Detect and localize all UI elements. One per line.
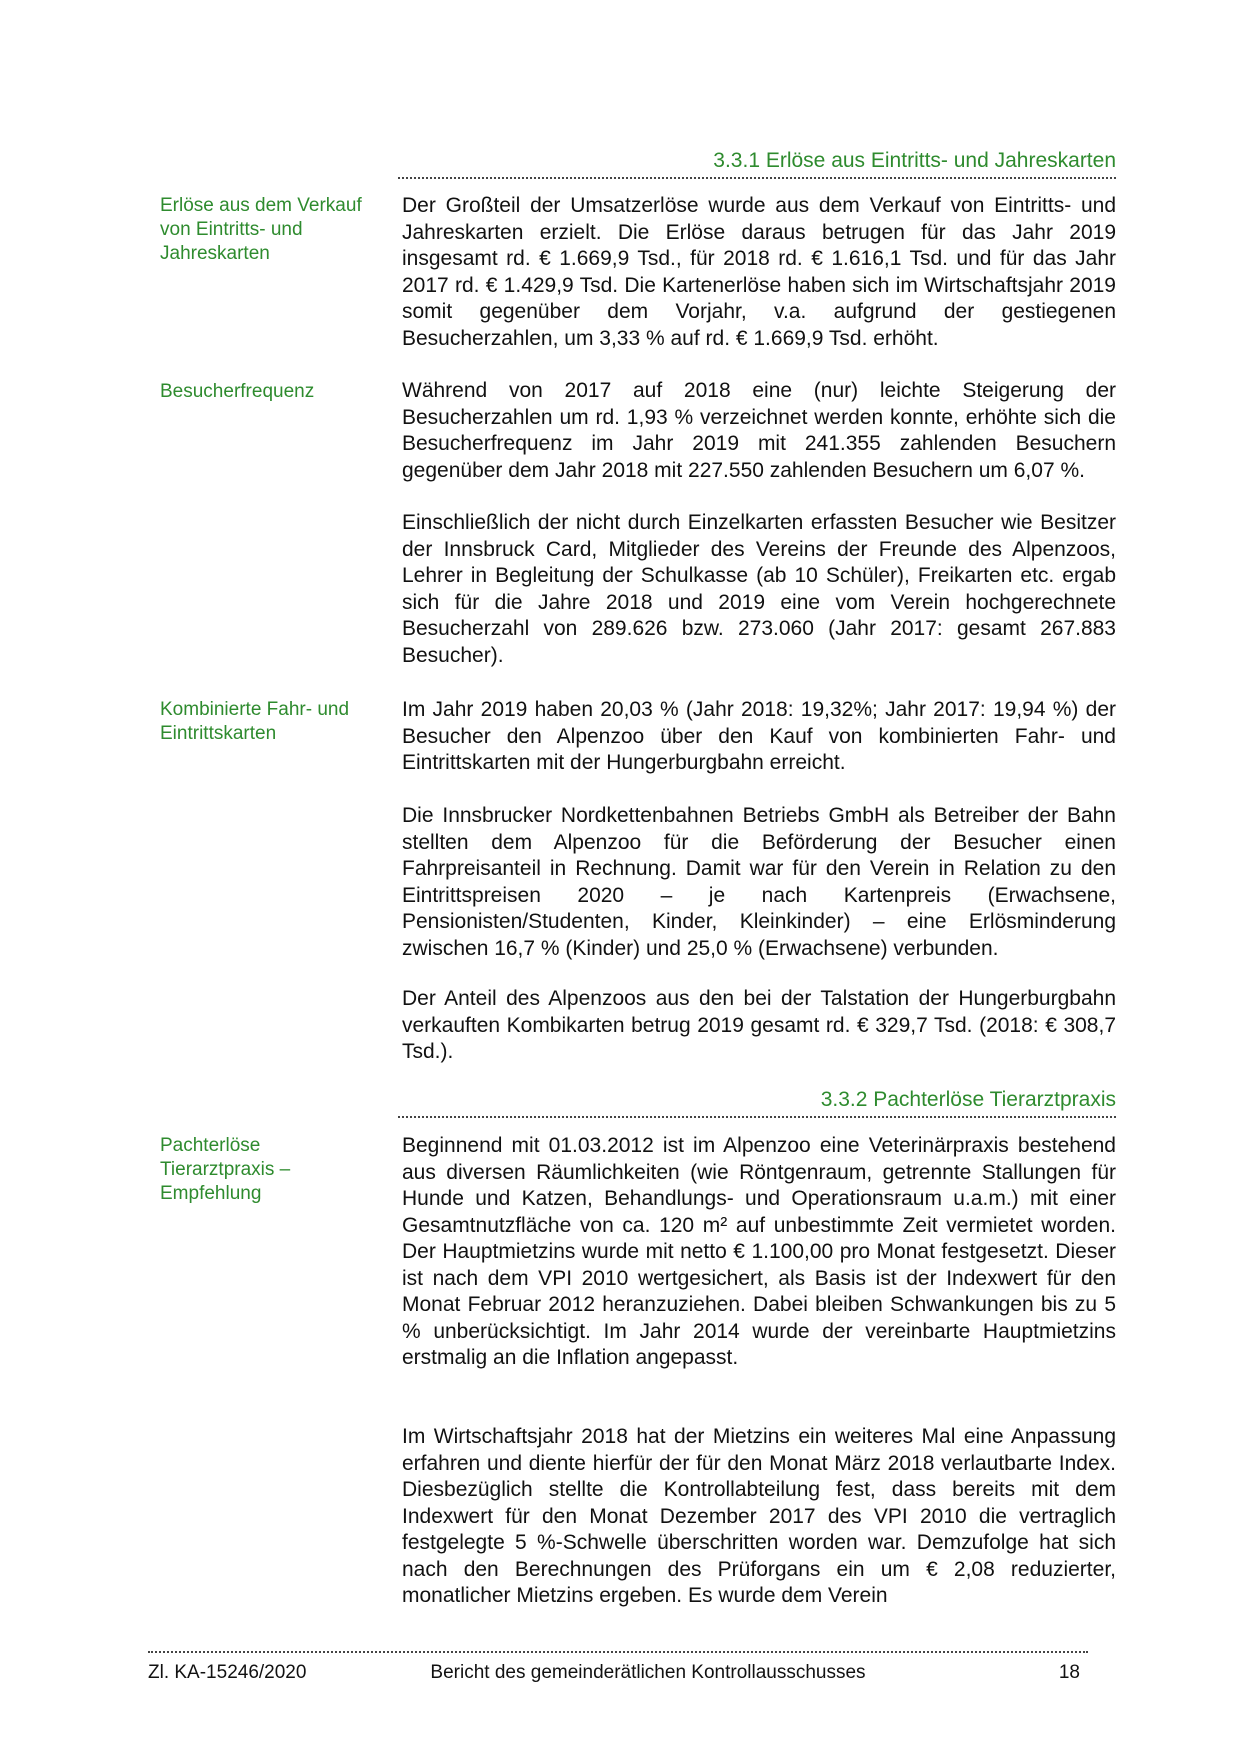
paragraph-combi-share: Der Anteil des Alpenzoos aus den bei der Talstation der Hungerburgbahn verkauften Kombikarten betrug 2019 gesamt rd. € 329,7 Tsd. (2018: € 308,7 Tsd.). bbox=[402, 987, 1116, 1063]
section-heading-3-3-2: 3.3.2 Pachterlöse Tierarztpraxis bbox=[820, 1088, 1116, 1111]
paragraph-rent-adjustment: Im Wirtschaftsjahr 2018 hat der Mietzins ein weiteres Mal eine Anpassung erfahren und diente hierfür der für den Monat März 2018 verlautbarte Index. Diesbezüglich stellte die Kontrollabteilung fest, dass bereits mit dem Indexwert für den Monat Dezember 2017 des VPI 2010 die vertraglich festgelegte 5 %-Schwelle überschritten worden war. Demzufolge hat sich nach den Berechnungen des Prüforgans ein um € 2,08 reduzierter, monatlicher Mietzins ergeben. Es wurde dem Verein bbox=[402, 1425, 1116, 1607]
paragraph-fare-share: Die Innsbrucker Nordkettenbahnen Betriebs GmbH als Betreiber der Bahn stellten dem Alpenzoo für die Beförderung der Besucher einen Fahrpreisanteil in Rechnung. Damit war für den Verein in Relation zu den Eintrittspreisen 2020 – je nach Kartenpreis (Erwachsene, Pensionisten/Studenten, Kinder, Kleinkinder) – eine Erlösminderung zwischen 16,7 % (Kinder) und 25,0 % (Erwachsene) verbunden. bbox=[402, 804, 1116, 960]
section-heading-3-3-1: 3.3.1 Erlöse aus Eintritts- und Jahreskarten bbox=[713, 149, 1116, 172]
footer-title: Bericht des gemeinderätlichen Kontrollausschusses bbox=[430, 1662, 866, 1683]
margin-note-revenue-tickets: Erlöse aus dem Verkauf von Eintritts- und Jahreskarten bbox=[160, 195, 362, 264]
footer-divider bbox=[148, 1651, 1088, 1653]
section-divider bbox=[398, 1116, 1116, 1118]
paragraph-combined-tickets: Im Jahr 2019 haben 20,03 % (Jahr 2018: 19,32%; Jahr 2017: 19,94 %) der Besucher den Alpenzoo über den Kauf von kombinierten Fahr- und Eintrittskarten mit der Hungerburgbahn erreicht. bbox=[402, 698, 1116, 774]
margin-note-combined-tickets: Kombinierte Fahr- und Eintrittskarten bbox=[160, 699, 350, 744]
page-number: 18 bbox=[1058, 1662, 1080, 1683]
paragraph-vet-lease: Beginnend mit 01.03.2012 ist im Alpenzoo eine Veterinärpraxis bestehend aus diversen Räumlichkeiten (wie Röntgenraum, getrennte Stallungen für Hunde und Katzen, Behandlungs- und Operationsraum u.a.m.) mit einer Gesamtnutzfläche von ca. 120 m² auf unbestimmte Zeit vermietet worden. Der Hauptmietzins wurde mit netto € 1.100,00 pro Monat festgesetzt. Dieser ist nach dem VPI 2010 wertgesichert, als Basis ist der Indexwert für den Monat Februar 2012 heranzuziehen. Dabei bleiben Schwankungen bis zu 5 % unberücksichtigt. Im Jahr 2014 wurde der vereinbarte Hauptmietzins erstmalig an die Inflation angepasst. bbox=[402, 1134, 1116, 1369]
section-divider bbox=[398, 177, 1116, 179]
footer-reference: Zl. KA-15246/2020 bbox=[148, 1662, 307, 1683]
margin-note-vet-practice: Pachterlöse Tierarztpraxis – Empfehlung bbox=[160, 1135, 291, 1204]
paragraph-ticket-revenue: Der Großteil der Umsatzerlöse wurde aus dem Verkauf von Eintritts- und Jahreskarten erzielt. Die Erlöse daraus betrugen für das Jahr 2019 insgesamt rd. € 1.669,9 Tsd., für 2018 rd. € 1.616,1 Tsd. und für das Jahr 2017 rd. € 1.429,9 Tsd. Die Kartenerlöse haben sich im Wirtschaftsjahr 2019 somit gegenüber dem Vorjahr, v.a. aufgrund der gestiegenen Besucherzahlen, um 3,33 % auf rd. € 1.669,9 Tsd. erhöht. bbox=[402, 194, 1116, 350]
margin-note-visitor-frequency: Besucherfrequenz bbox=[160, 381, 315, 402]
paragraph-visitor-frequency: Während von 2017 auf 2018 eine (nur) leichte Steigerung der Besucherzahlen um rd. 1,93 % verzeichnet werden konnte, erhöhte sich die Besucherfrequenz im Jahr 2019 mit 241.355 zahlenden Besuchern gegenüber dem Jahr 2018 mit 227.550 zahlenden Besuchern um 6,07 %. bbox=[402, 379, 1116, 482]
paragraph-total-visitors: Einschließlich der nicht durch Einzelkarten erfassten Besucher wie Besitzer der Innsbruck Card, Mitglieder des Vereins der Freunde des Alpenzoos, Lehrer in Begleitung der Schulkasse (ab 10 Schüler), Freikarten etc. ergab sich für die Jahre 2018 und 2019 eine vom Verein hochgerechnete Besucherzahl von 289.626 bzw. 273.060 (Jahr 2017: gesamt 267.883 Besucher). bbox=[402, 511, 1116, 667]
